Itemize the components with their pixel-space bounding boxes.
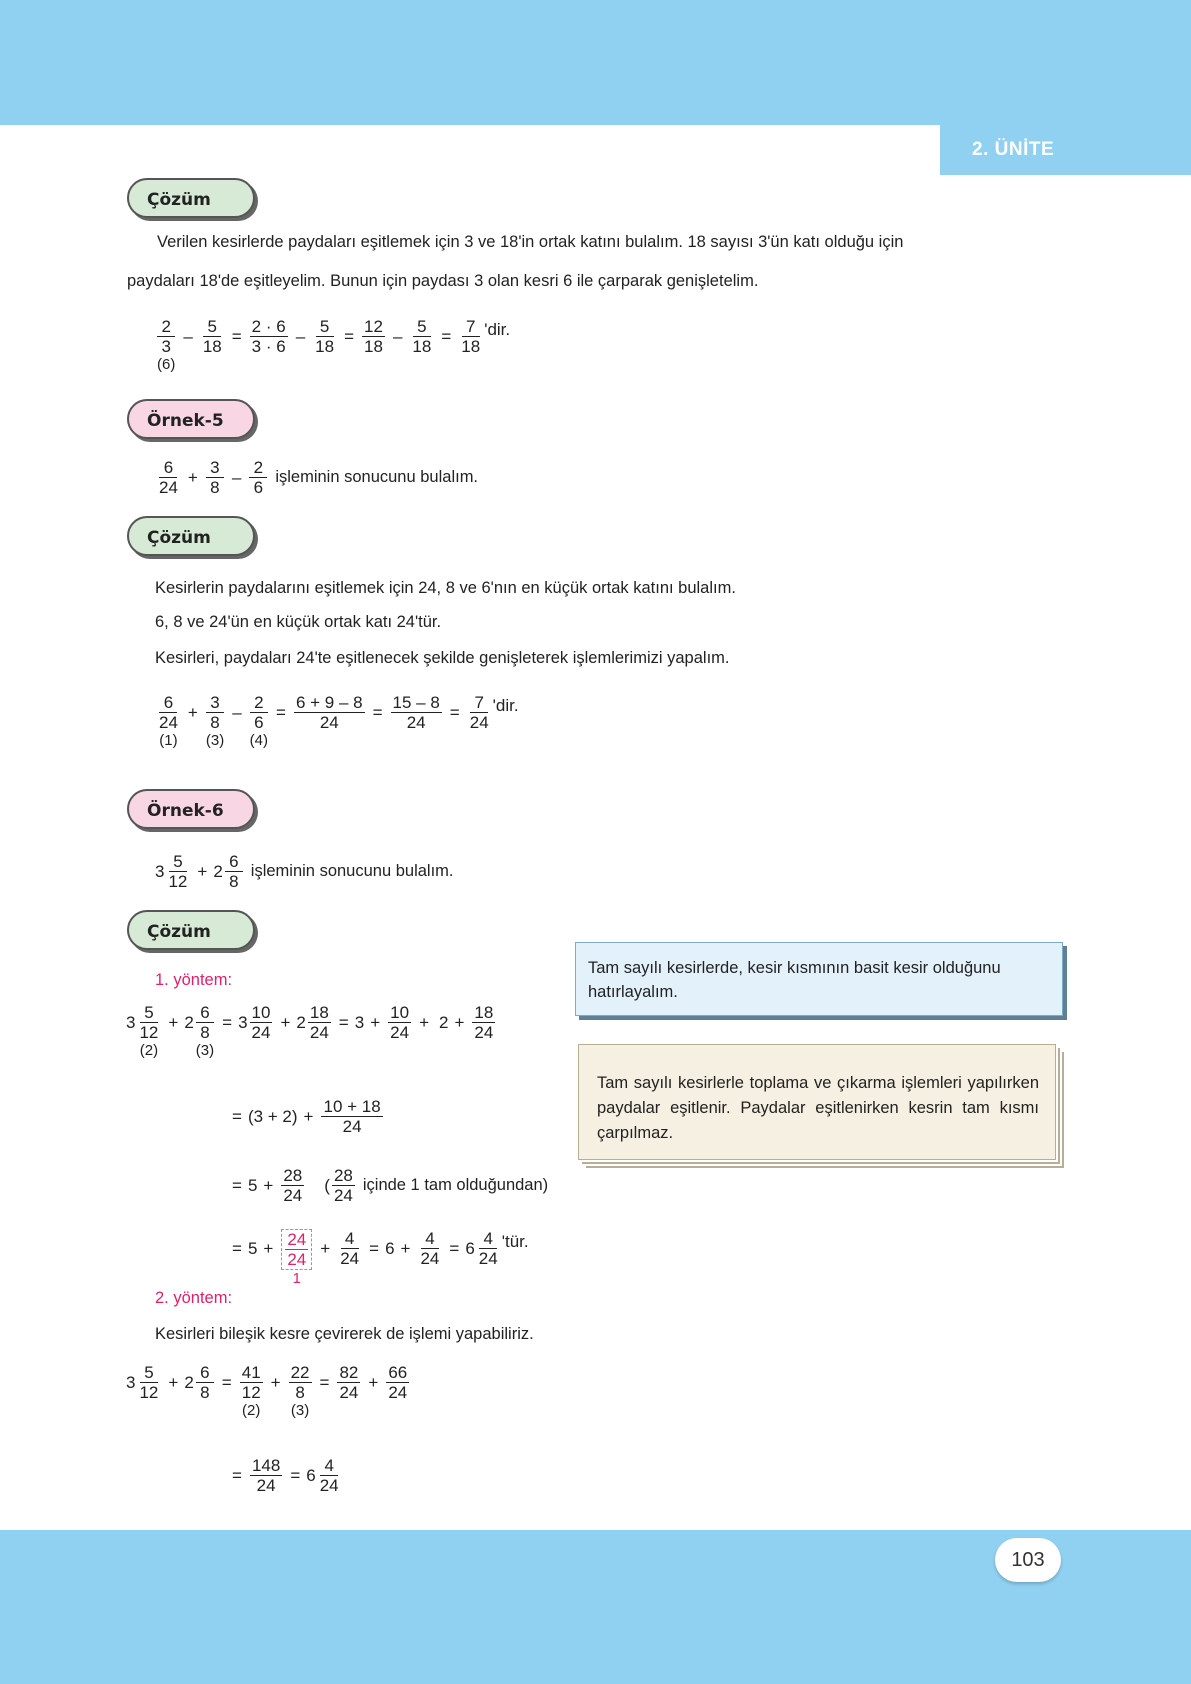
fraction: $\frac{66}{24}$ <box>388 1363 408 1402</box>
example5-equation: 6 24 + $\frac{3}{8}$ – 2 6 işleminin sonucunu bulalım. <box>155 458 484 497</box>
fraction: $\frac{2 \cdot 6}{3 \cdot 6}$ <box>251 317 286 356</box>
header-band <box>0 0 1191 125</box>
cozum-label: Çözüm <box>127 516 255 556</box>
cozum-label: Çözüm <box>127 910 255 950</box>
cozum-label: Çözüm <box>127 178 255 218</box>
method1-label: 1. yöntem: <box>155 971 233 989</box>
paragraph-line: Verilen kesirlerde paydaları eşitlemek için 3 ve 18'in ortak katını bulalım. 18 sayısı 3'ün katı olduğu için <box>157 233 904 251</box>
fraction: 10 24 <box>251 1003 271 1042</box>
paragraph-line: Kesirlerin paydalarını eşitlemek için 24, 8 ve 6'nın en küçük ortak katını bulalım. <box>155 579 736 597</box>
paragraph-line: paydaları 18'de eşitleyelim. Bunun için paydası 3 olan kesri 6 ile çarparak genişletelim. <box>127 272 759 290</box>
ornek5-label: Örnek-5 <box>127 399 255 439</box>
fraction: 18 24 <box>309 1003 329 1042</box>
paragraph-line: Kesirleri bileşik kesre çevirerek de işlemi yapabiliriz. <box>155 1325 534 1343</box>
fraction: 4 24 <box>319 1456 339 1495</box>
fraction: $\frac{28}{24}$ <box>283 1166 303 1205</box>
fraction: $\frac{18}{24}$ <box>474 1003 494 1042</box>
fraction: $\frac{7}{24}$ <box>469 693 489 732</box>
highlighted-fraction: 24 24 1 <box>279 1229 314 1288</box>
fraction: 4 24 <box>478 1229 498 1268</box>
note-box-paper: Tam sayılı kesirlerle toplama ve çıkarma işlemleri yapılırken paydalar eşitlenir. Paydalar eşitlenirken kesrin tam kısmı çarpılmaz. <box>578 1044 1056 1160</box>
fraction: 22 8 (3) <box>290 1363 310 1419</box>
fraction: 2 3 (6) <box>157 317 176 373</box>
page-number: 103 <box>995 1538 1061 1582</box>
fraction: $\frac{10 + 18}{24}$ <box>323 1097 381 1136</box>
note-box-blue: Tam sayılı kesirlerde, kesir kısmının basit kesir olduğunu hatırlayalım. <box>575 942 1063 1016</box>
fraction: 28 24 <box>333 1166 353 1205</box>
fraction: 6 24 (1) <box>159 693 178 749</box>
fraction: $\frac{82}{24}$ <box>339 1363 359 1402</box>
fraction: $\frac{5}{18}$ <box>202 317 222 356</box>
fraction: 2 6 (4) <box>249 693 269 749</box>
fraction: $\frac{148}{24}$ <box>251 1456 281 1495</box>
header-curve <box>0 125 940 185</box>
fraction: 2 6 <box>247 458 269 497</box>
fraction: $\frac{7}{18}$ <box>461 317 481 356</box>
fraction: 5 12 <box>168 852 188 891</box>
method2-label: 2. yöntem: <box>155 1289 233 1307</box>
fraction: 6 8 (3) <box>195 1003 215 1059</box>
fraction: 6 8 <box>194 1363 216 1402</box>
fraction: 3 8 (3) <box>205 693 225 749</box>
fraction: 6 8 <box>223 852 245 891</box>
fraction: $\frac{5}{18}$ <box>315 317 335 356</box>
example6-equation: 3 5 12 + 2 6 8 işleminin sonucunu bulalım. <box>155 852 454 891</box>
method1-row1: 3 5 12 (2) + 2 6 8 (3) = 3 10 24 + 2 18 24 = 3 + $\frac{10}{24}$ + 2 + $\frac{18}{24}$ <box>126 1003 497 1060</box>
method2-row2: = $\frac{148}{24}$ = 6 4 24 <box>232 1456 343 1495</box>
method2-row1: 3 5 12 + 2 6 8 = 41 12 (2) + 22 8 (3) = $\frac{82}{24}$ + $\frac{66}{24}$ <box>126 1363 411 1420</box>
method1-row2: = (3 + 2) + $\frac{10 + 18}{24}$ <box>232 1097 385 1136</box>
fraction: 5 12 <box>139 1363 159 1402</box>
equation-2: 6 24 (1) + 3 8 (3) – 2 6 (4) = $\frac{6 + 9 - 8}{24}$ = $\frac{15 - 8}{24}$ = $\frac{7}{24}$ 'dir. <box>155 693 525 750</box>
fraction: 6 24 <box>159 458 178 497</box>
fraction: 5 12 (2) <box>139 1003 159 1059</box>
fraction: 41 12 (2) <box>241 1363 261 1419</box>
fraction: $\frac{10}{24}$ <box>390 1003 410 1042</box>
paragraph-line: Kesirleri, paydaları 24'te eşitlenecek şekilde genişleterek işlemlerimizi yapalım. <box>155 649 730 667</box>
fraction: $\frac{15 - 8}{24}$ <box>392 693 440 732</box>
fraction: $\frac{6 + 9 - 8}{24}$ <box>295 693 363 732</box>
fraction: $\frac{5}{18}$ <box>412 317 432 356</box>
fraction: $\frac{4}{24}$ <box>420 1229 440 1268</box>
paragraph-line: 6, 8 ve 24'ün en küçük ortak katı 24'tür. <box>155 613 442 631</box>
fraction: $\frac{3}{8}$ <box>204 458 226 497</box>
method1-row3: = 5 + $\frac{28}{24}$ ( 28 24 içinde 1 tam olduğundan) <box>232 1166 549 1205</box>
fraction: $\frac{4}{24}$ <box>340 1229 360 1268</box>
equation-1: 2 3 (6) – $\frac{5}{18}$ = $\frac{2 \cdot 6}{3 \cdot 6}$ – $\frac{5}{18}$ = $\frac{12}{18}$ – $\frac{5}{18}$ = $\frac{7}{18}$ 'dir. <box>157 317 511 373</box>
fraction: $\frac{12}{18}$ <box>364 317 383 356</box>
ornek6-label: Örnek-6 <box>127 789 255 829</box>
method1-row4: = 5 + 24 24 1 + $\frac{4}{24}$ = 6 + $\frac{4}{24}$ = 6 4 24 'tür. <box>232 1229 529 1287</box>
unit-label: 2. ÜNİTE <box>972 139 1055 160</box>
